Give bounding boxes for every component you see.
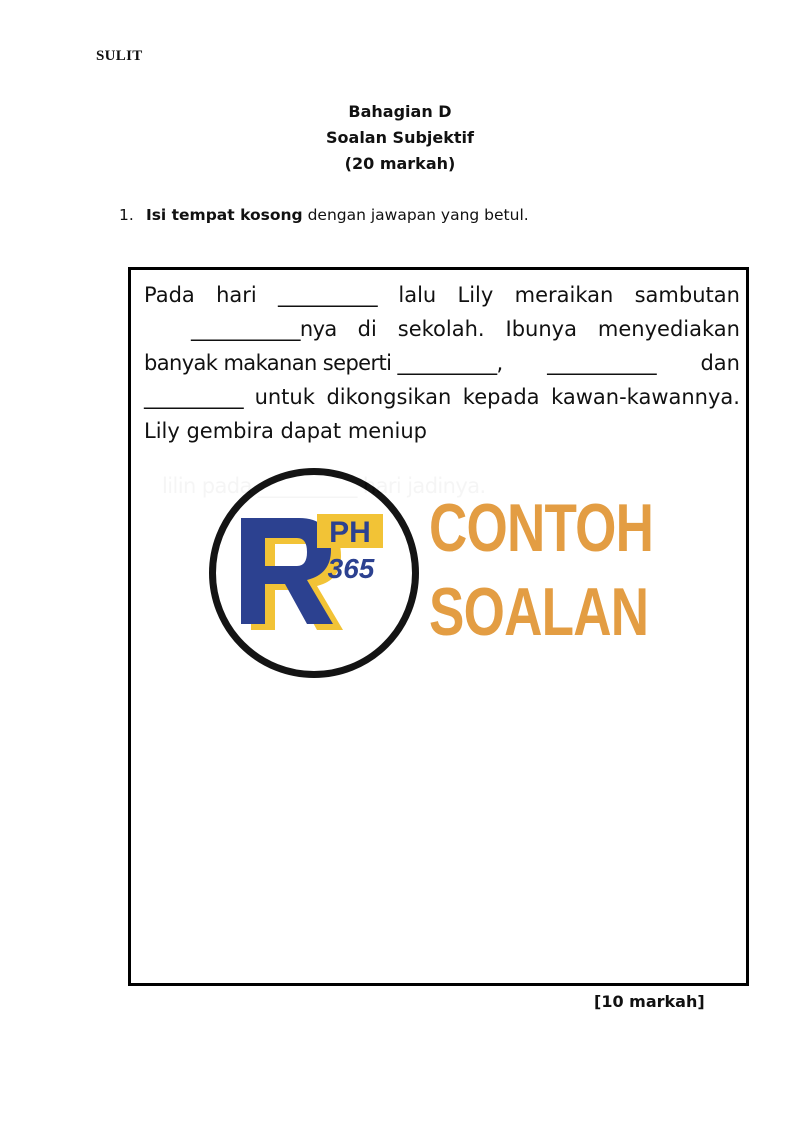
section-marks: (20 markah) [344,154,456,173]
question-number: 1. [119,206,134,224]
passage-line-5 [144,414,740,448]
watermark [139,458,746,703]
total-marks: [10 markah] [594,992,705,1011]
passage-word: kawan-kawannya. [551,385,740,409]
blank-field[interactable]: ___________ [547,351,656,375]
passage-line-4 [144,380,740,414]
passage-line-2 [144,312,740,346]
header-sulit-label: SULIT [96,48,143,64]
blank-field[interactable]: ___________nya [191,317,337,341]
passage-word: hari [216,283,257,307]
passage-word: dikongsikan [326,385,452,409]
passage-text-with-blank[interactable]: banyak makanan seperti __________, [144,351,503,375]
section-title: Bahagian D [348,102,452,121]
watermark-text-contoh: CONTOH [429,490,654,566]
question-instruction [119,203,529,227]
watermark-text-soalan: SOALAN [429,574,649,650]
passage-word: di [357,317,377,341]
passage-word: Lily [457,283,494,307]
passage-line-1 [144,278,740,312]
passage-word: meraikan [514,283,614,307]
blank-field[interactable]: __________ [144,385,244,409]
passage-word: sambutan [634,283,740,307]
passage-word: kepada [462,385,540,409]
passage-word: lalu [398,283,437,307]
logo-ph-text: PH [329,516,371,549]
rph365-logo-icon [227,500,397,640]
answer-box [128,267,749,986]
blank-field[interactable]: __________ [278,283,378,307]
passage-word: Ibunya [505,317,577,341]
passage-word: Pada [144,283,195,307]
passage-word: dan [700,351,740,375]
passage-line-3 [144,346,740,380]
section-subtitle: Soalan Subjektif [326,128,474,147]
passage-word: sekolah. [397,317,485,341]
passage-word: untuk [254,385,315,409]
passage-text: Lily gembira dapat meniup [144,419,427,443]
instruction-rest-text: dengan jawapan yang betul. [307,206,529,224]
passage-word: menyediakan [597,317,740,341]
logo-365-text: 365 [327,553,375,584]
instruction-bold-text: Isi tempat kosong [145,206,303,224]
